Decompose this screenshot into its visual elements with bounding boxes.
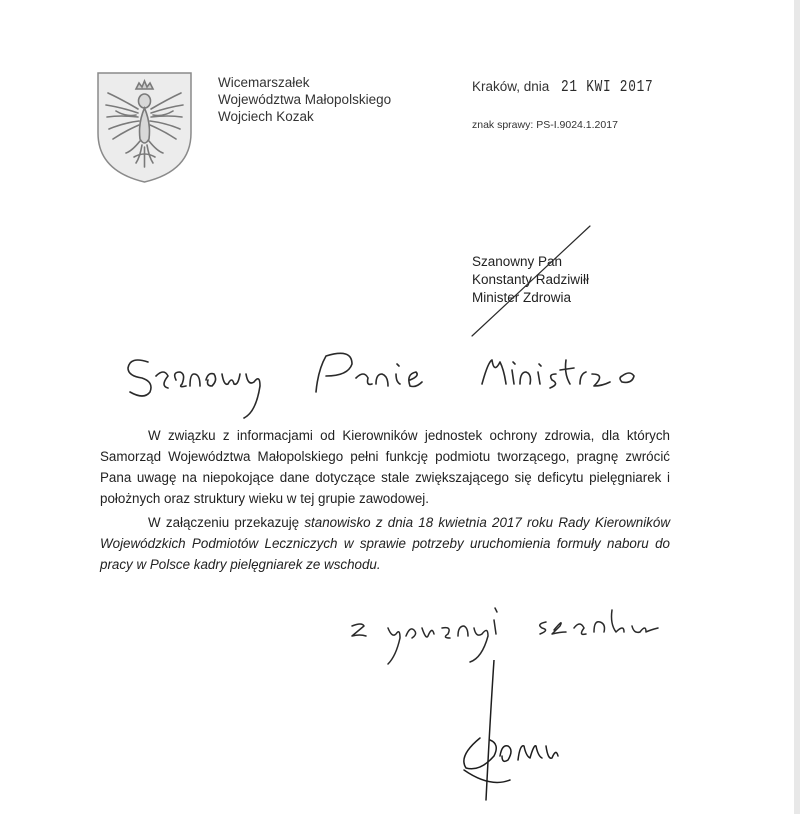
body-paragraph-2-lead: W załączeniu przekazuję [148, 515, 305, 530]
letter-body [100, 425, 670, 575]
coat-of-arms-logo [96, 71, 193, 184]
strike-through-mark [466, 222, 596, 342]
sender-block [218, 74, 391, 125]
scan-edge [794, 0, 800, 814]
place-label: Kraków, dnia [472, 79, 550, 94]
recipient-salutation: Szanowny Pan [472, 254, 563, 269]
recipient-name: Konstanty Radziwiłł [472, 272, 590, 287]
date-stamp: 21 KWI 2017 [561, 78, 654, 97]
body-paragraph-2 [100, 512, 670, 575]
handwritten-signature [450, 660, 580, 805]
sender-title: Wicemarszałek [218, 75, 310, 90]
recipient-title: Minister Zdrowia [472, 290, 572, 305]
handwritten-salutation [120, 340, 660, 420]
place-date [472, 78, 684, 97]
reference-number: znak sprawy: PS-I.9024.1.2017 [472, 119, 618, 131]
sender-name: Wojciech Kozak [218, 109, 314, 124]
body-paragraph-1: W związku z informacjami od Kierowników jednostek ochrony zdrowia, dla których Samorząd Województwa Małopolskiego pełni funkcję podmiotu tworzącego, pragnę zwrócić Pana uwagę na niepokojące dane dotyczące stale zwiększającego się deficytu pielęgniarek i położnych oraz struktury wieku w tej grupie zawodowej. [100, 428, 670, 506]
sender-office: Województwa Małopolskiego [218, 92, 392, 107]
body-paragraph-2-rest: stanowisko z dnia 18 kwietnia 2017 roku Rady Kierowników Wojewódzkich Podmiotów Leczniczych w sprawie potrzeby uruchomienia formuły naboru do pracy w Polsce kadry pielęgniarek ze wschodu. [100, 515, 670, 572]
